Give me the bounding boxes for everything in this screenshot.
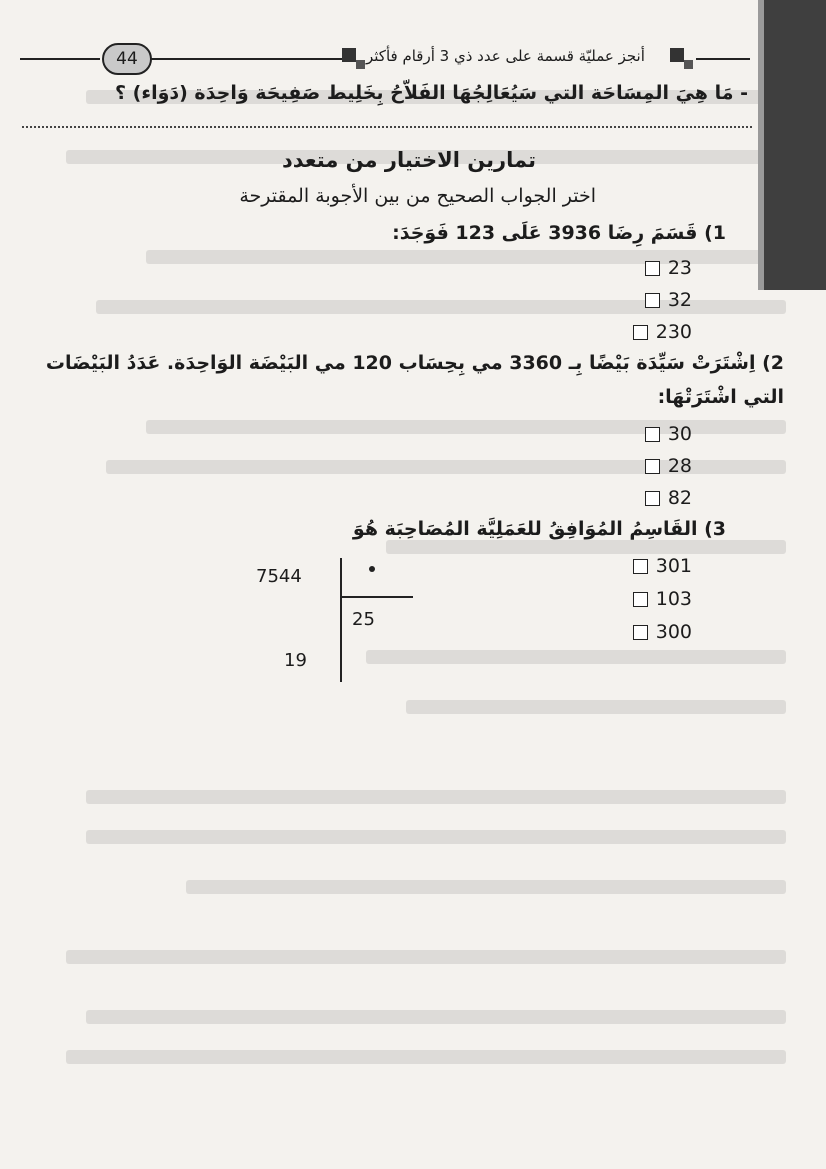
side-tab bbox=[764, 0, 826, 290]
header-square-icon bbox=[670, 48, 684, 62]
dotted-divider bbox=[22, 126, 752, 128]
q1-option-1[interactable]: 23 bbox=[645, 254, 692, 282]
q2-option-3[interactable]: 82 bbox=[645, 484, 692, 512]
header-title: أنجز عمليّة قسمة على عدد ذي 3 أرقام فأكثر bbox=[366, 47, 645, 65]
division-bar-horizontal bbox=[340, 596, 413, 598]
checkbox-icon[interactable] bbox=[645, 293, 660, 308]
page-header bbox=[20, 40, 750, 76]
checkbox-icon[interactable] bbox=[645, 427, 660, 442]
question-1: 1) قَسَمَ رِضَا 3936 عَلَى 123 فَوَجَدَ: bbox=[392, 222, 726, 244]
division-quotient: 25 bbox=[352, 609, 375, 630]
question-3: 3) القَاسِمُ المُوَافِقُ للعَمَلِيَّة المُصَاحِبَة هُوَ bbox=[352, 518, 726, 540]
division-remainder: 19 bbox=[284, 650, 307, 671]
header-rule-right bbox=[696, 58, 750, 60]
checkbox-icon[interactable] bbox=[633, 559, 648, 574]
header-square-icon bbox=[342, 48, 356, 62]
section-title: تمارين الاختيار من متعدد bbox=[282, 148, 536, 172]
question-2: 2) اِشْتَرَتْ سَيِّدَة بَيْضًا بِـ 3360 مي بِحِسَاب 120 مي البَيْضَة الوَاحِدَة. عَدَدُ البَيْضَات bbox=[45, 352, 784, 374]
instructions: اختر الجواب الصحيح من بين الأجوبة المقترحة bbox=[239, 185, 596, 207]
checkbox-icon[interactable] bbox=[645, 491, 660, 506]
checkbox-icon[interactable] bbox=[645, 261, 660, 276]
question-2-cont: التي اشْتَرَتْهَا: bbox=[657, 386, 784, 408]
page-number: 44 bbox=[102, 43, 152, 75]
checkbox-icon[interactable] bbox=[633, 325, 648, 340]
q1-option-2[interactable]: 32 bbox=[645, 286, 692, 314]
header-rule-left bbox=[20, 58, 100, 60]
header-square-icon bbox=[684, 60, 693, 69]
header-rule-mid bbox=[150, 58, 350, 60]
checkbox-icon[interactable] bbox=[633, 625, 648, 640]
top-question: - مَا هِيَ المِسَاحَة التي سَيُعَالِجُهَا الفَلاّحُ بِخَلِيط صَفِيحَة وَاحِدَة (دَوَاء) ؟ bbox=[115, 82, 748, 104]
checkbox-icon[interactable] bbox=[645, 459, 660, 474]
division-dot bbox=[369, 566, 375, 572]
header-square-icon bbox=[356, 60, 365, 69]
q3-option-1[interactable]: 301 bbox=[633, 552, 692, 580]
division-bar-vertical bbox=[340, 558, 342, 682]
q3-option-2[interactable]: 103 bbox=[633, 585, 692, 613]
q1-option-3[interactable]: 230 bbox=[633, 318, 692, 346]
division-dividend: 7544 bbox=[256, 566, 302, 587]
checkbox-icon[interactable] bbox=[633, 592, 648, 607]
q2-option-1[interactable]: 30 bbox=[645, 420, 692, 448]
q2-option-2[interactable]: 28 bbox=[645, 452, 692, 480]
q3-option-3[interactable]: 300 bbox=[633, 618, 692, 646]
